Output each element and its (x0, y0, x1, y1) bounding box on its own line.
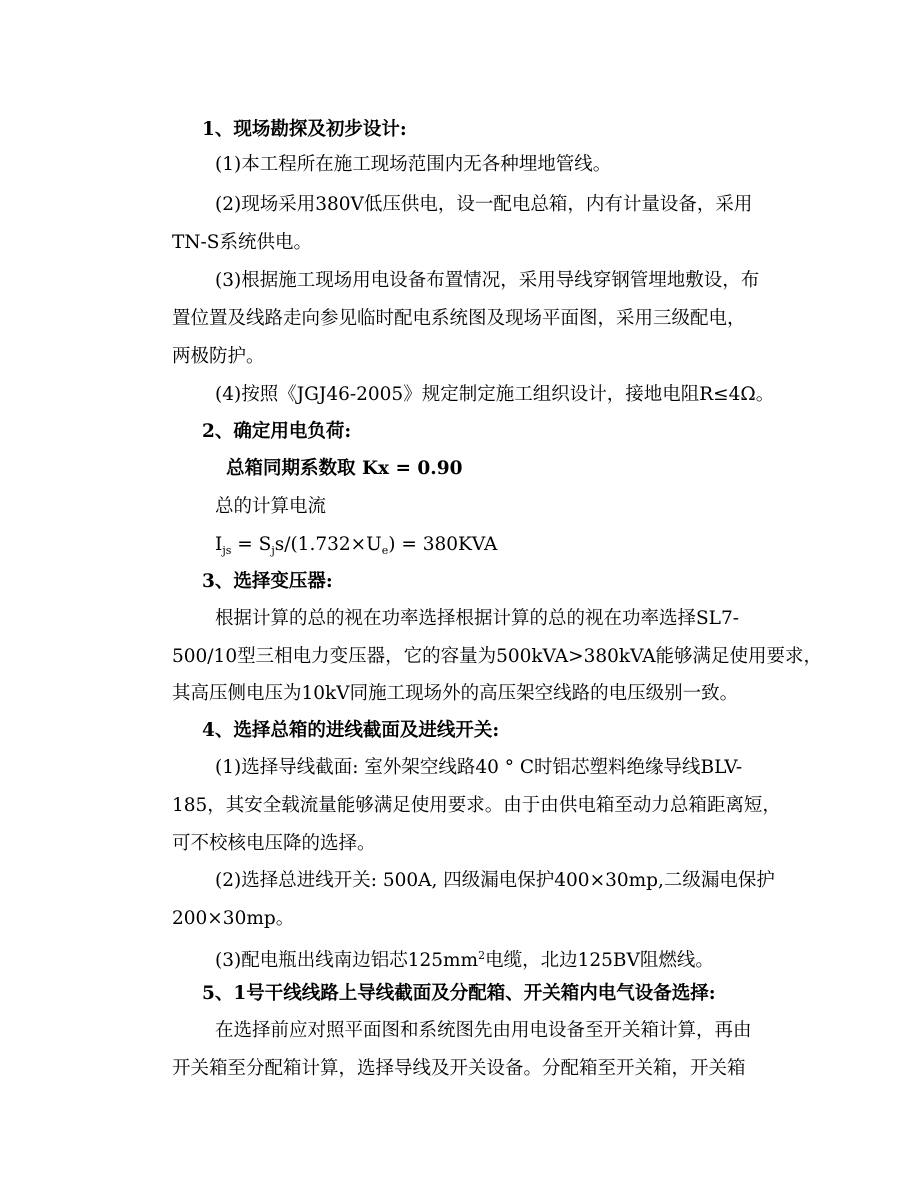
heading-transformer: 3、选择变压器: (202, 571, 333, 592)
heading-trunk-line: 5、1号干线线路上导线截面及分配箱、开关箱内电气设备选择: (202, 983, 716, 1004)
paragraph-line: (2)现场采用380V低压供电，设一配电总箱，内有计量设备，采用 (215, 194, 753, 215)
paragraph-line: 可不校核电压降的选择。 (172, 833, 376, 854)
paragraph-line: (4)按照《JGJ46-2005》规定制定施工组织设计，接地电阻R≤4Ω。 (215, 384, 775, 405)
heading-main-box: 4、选择总箱的进线截面及进线开关: (202, 720, 500, 741)
heading-site-survey: 1、现场勘探及初步设计: (202, 119, 407, 140)
paragraph-line: (1)本工程所在施工现场范围内无各种埋地管线。 (215, 154, 612, 175)
paragraph-line: 在选择前应对照平面图和系统图先由用电设备至开关箱计算，再由 (215, 1020, 752, 1041)
heading-load: 2、确定用电负荷: (202, 421, 352, 442)
paragraph-line: 开关箱至分配箱计算，选择导线及开关设备。分配箱至开关箱，开关箱 (172, 1058, 746, 1079)
paragraph-line: (1)选择导线截面: 室外架空线路40 ° C时铝芯塑料绝缘导线BLV- (215, 757, 743, 778)
cable-line: (3)配电瓶出线南边铝芯$125mm^2$电缆，北边125BV阻燃线。 (215, 949, 714, 971)
paragraph-line: 200×30mp。 (172, 908, 295, 929)
paragraph-line: 两极防护。 (172, 346, 265, 367)
paragraph-line: 总的计算电流 (215, 496, 327, 517)
coefficient-line: 总箱同期系数取 Kx = 0.90 (226, 458, 463, 479)
paragraph-line: (2)选择总进线开关: 500A, 四级漏电保护400×30mp,二级漏电保护 (215, 870, 775, 891)
paragraph-line: 置位置及线路走向参见临时配电系统图及现场平面图，采用三级配电， (172, 308, 746, 329)
paragraph-line: 其高压侧电压为10kV同施工现场外的高压架空线路的电压级别一致。 (172, 683, 739, 704)
paragraph-line: (3)根据施工现场用电设备布置情况，采用导线穿钢管埋地敷设，布 (215, 270, 760, 291)
paragraph-line: 500/10型三相电力变压器，它的容量为500kVA>380kVA能够满足使用要求， (172, 646, 823, 667)
paragraph-line: 185，其安全载流量能够满足使用要求。由于由供电箱至动力总箱距离短， (172, 795, 781, 816)
current-formula: $I_{js} = S_js/(1.732\times U_e) = 380KVA$ (215, 534, 498, 557)
paragraph-line: TN-S系统供电。 (172, 232, 312, 253)
paragraph-line: 根据计算的总的视在功率选择根据计算的总的视在功率选择SL7- (215, 608, 739, 629)
